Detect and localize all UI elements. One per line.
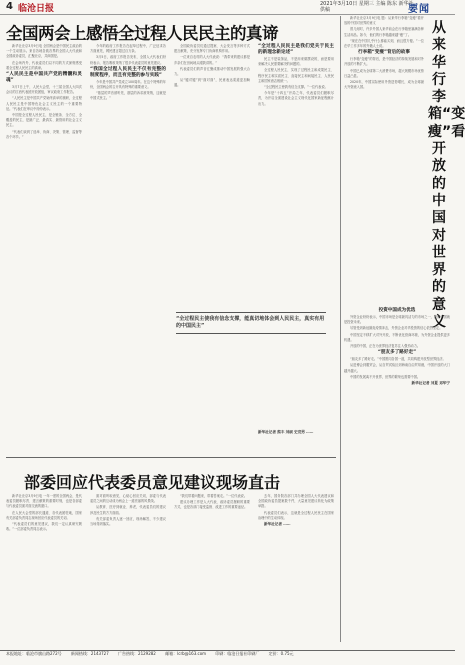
article2-column-4 (258, 494, 334, 642)
paragraph: 从进博会到服贸会，从自贸试验区到海南自由贸易港，中国开放的大门越开越大。 (344, 363, 450, 373)
footer-price: 定价：0.75元 (268, 651, 294, 656)
paragraph: 3月7日上午，人民大会堂，十三届全国人大四次会议的江西代表团开放团组，审议政府工作报告。 (6, 85, 82, 95)
paragraph: 新华社北京3月9日电 一年一度的全国两会，是代表委员履职尽责、建言献策的重要时刻，也是各部委与代表委员面对面交流的窗口。 (6, 494, 82, 509)
paragraph: 全国政协委员们通过提案、大会发言等多种方式建言献策，充分发挥专门协商机构作用。 (174, 44, 250, 54)
paragraph: 曾几何时，许多外国人来华前会在行李箱里塞满各种生活用品。如今，他们的行李箱越来越“瘦”了。 (344, 27, 424, 37)
article1-column-2 (90, 44, 166, 452)
sub-head: “我国全过程人民民主不仅有完整的制度程序，而且有完整的参与实践” (90, 66, 166, 78)
paragraph: 3月5日，政府工作报告发布，全国人大代表们纷纷表示，报告吸收采纳了很多代表委员的意见建议。 (90, 55, 166, 65)
section-divider (6, 457, 336, 458)
footer-printer: 印刷：临沧日报社印刷厂 (215, 651, 260, 656)
paragraph: 一位来自农村的人大代表说：“我带来的建议都是乡亲们在田间地头跟我讲的。” (174, 55, 250, 65)
sub-head: “朋友多了路好走” (377, 350, 417, 356)
paragraph: 新华社北京3月9日电 题：从来华行李箱“变瘦”看开放的中国对世界的意义 (344, 16, 424, 26)
paragraph: 中国坚定不移扩大对外开放，不断优化营商环境，为外资企业提供更多机遇。 (344, 332, 450, 342)
paragraph: 今年是“十四五”开局之年，代表委员们履职尽责，为开启全面建设社会主义现代化国家新征程献计出力。 (258, 91, 334, 106)
article1-headline: 全国两会上感悟全过程人民民主的真谛 (6, 24, 278, 43)
paragraph: “全过程民主使我有信念支撑。”一位代表说。 (264, 85, 328, 90)
paragraph: 去年，国务院各部门共办理全国人大代表建议和全国政协委员提案数千件，大量意见建议转化为政策举措。 (258, 494, 334, 509)
sub-head: “全过程人民民主是我们党关于民主的新理念新论述” (258, 44, 334, 55)
paragraph: 从“键对键”到“面对面”，民意表达渠道更加畅通。 (174, 78, 250, 88)
vertical-headline: 从来华行李箱“变瘦”看开放的中国对世界的意义 (428, 20, 465, 331)
paragraph: 从教育、医疗到就业、养老，代表委员们的建议涉及民生的方方面面。 (90, 505, 166, 515)
paragraph: 2020年，中国实际使用外资逆势增长，成为全球最大外资流入国。 (344, 80, 424, 90)
paragraph: 民主不是装饰品，不是用来做摆设的，而是要用来解决人民需要解决的问题的。 (258, 57, 334, 67)
paragraph: 外资企业纷纷表示，中国市场是全球最具活力的市场之一，投资中国就是投资未来。 (344, 315, 450, 325)
right-column-byline: 新华社记者 刘夏 邓华宁 (411, 381, 450, 386)
footer-email: 邮箱：lcrb@163.com (165, 651, 207, 656)
paragraph: “人民民主是中国共产党始终高举的旗帜，全过程人民民主是中国特色社会主义民主的一个重要特征。”代表们在审议中纷纷表示。 (6, 96, 82, 111)
article2-byline: 新华社记者 …… (264, 522, 291, 527)
paper-name: 临沧日报 (18, 4, 55, 14)
paragraph: 全过程人民民主，实现了过程民主和成果民主、程序民主和实质民主、直接民主和间接民主、人民民主和国家意志相统一。 (258, 68, 334, 83)
paragraph: “现在在中国几乎什么都能买到，而且很方便。”一位在华工作多年的外籍人士说。 (344, 38, 424, 49)
paragraph: 中国是全过程人民民主，是全链条、全方位、全覆盖的民主，是最广泛、最真实、最管用的社会主义民主。 (6, 113, 82, 128)
issue-info: 2021年3月10日 星期三 主编 陈东 新华社供稿 (320, 1, 414, 13)
article2-column-2 (90, 494, 166, 642)
paragraph: 中国的发展离不开世界，世界的繁荣也需要中国。 (350, 374, 421, 379)
sub-head: “人民民主是中国共产党的精髓和灵魂” (6, 72, 82, 84)
article1-column-3 (174, 44, 250, 452)
paragraph: “基层的声音被听见，基层的诉求被采纳，这就是中国式民主。” (90, 91, 166, 101)
paragraph: 有关部委负责人逐一回应，现场解答，不少建议当场得到落实。 (90, 516, 166, 527)
paragraph: “朋友多了路好走。”中国愿同各国一道，共同构建开放型世界经济。 (350, 357, 446, 362)
footer (0, 650, 455, 665)
paragraph: 中国已成为全球第二大消费市场，超大规模市场优势日益凸显。 (344, 68, 424, 78)
footer-news-phone: 新闻热线：2143727 (70, 651, 109, 656)
article1-body (6, 44, 336, 452)
paragraph: 代表委员们表示，这就是全过程人民民主在国家治理中的生动体现。 (258, 510, 334, 520)
paragraph: 在人民大会堂的部长通道、各代表团驻地，国家有关部委负责同志现场回应代表委员的关切。 (6, 510, 82, 520)
paragraph: 新华社北京3月9日电 全国两会是中国民主政治的一个生动展示。来自各地各族各界的全国人大代表和全国政协委员，汇聚北京，共商国是。 (6, 44, 82, 59)
right-column-article (344, 16, 465, 642)
paragraph: 面对面听取意见，心贴心回应关切，部委与代表委员之间的互动成为两会上一道亮丽的风景线。 (90, 494, 166, 504)
paragraph: 行李箱“变瘦”的背后，是中国经济的持续发展和对外开放的不断扩大。 (344, 57, 424, 67)
right-column-text-top (344, 16, 424, 304)
article1-column-4 (258, 44, 334, 452)
sub-head: 投资中国成为优选 (378, 308, 416, 313)
footer-address: 本报地址：临沧市旗山路272号 (6, 651, 62, 656)
masthead (0, 0, 455, 15)
section-title: 要闻 (408, 4, 430, 15)
article2-column-3 (174, 494, 250, 642)
article2-headline: 部委回应代表委员意见建议现场直击 (24, 473, 281, 492)
paragraph: “我们带着问题来，带着答案走。”一位代表说。 (180, 494, 248, 498)
paragraph: 尽管受到新冠肺炎疫情冲击，外资企业对华投资的信心依然坚定。 (350, 326, 443, 331)
paragraph: 建议办理工作是人大代表、政协委员履职的重要方式，也是各部门接受监督、改进工作的重要途径。 (174, 500, 250, 510)
paragraph: 今年是中国共产党成立100周年。在这个特殊的年份，全国两会的召开具有特殊的重要意义。 (90, 79, 166, 90)
paragraph: 今年的政府工作报告在起草过程中，广泛征求各方面意见，网民建言超过百万条。 (90, 44, 166, 54)
article2-column-1 (6, 494, 82, 642)
paragraph: 在会场内外，代表委员们以不同的方式深刻感受着全过程人民民主的真谛。 (6, 60, 82, 70)
footer-ad-phone: 广告热线：2129282 (118, 651, 156, 656)
page-number: 4 (6, 1, 13, 12)
pull-quote: “全过程民主使我有信念支撑，能真切地体会到人民民主，真实有用的中国民主” (176, 312, 326, 334)
article1-column-1 (6, 44, 82, 452)
article2-body (6, 494, 336, 642)
paragraph: “代表们谈到了选举、协商、决策、管理、监督等各个环节。” (6, 129, 82, 139)
right-column-text-bottom (344, 308, 450, 638)
paragraph: 开放的中国，正在为世界经济复苏注入强劲动力。 (350, 344, 421, 349)
sub-head: 行李箱“变瘦”背后的故事 (358, 50, 410, 56)
article1-byline: 新华社记者 熊丰 刘硕 史竞男 …… (258, 430, 314, 434)
paragraph: “代表委员们的意见建议，我们一定认真研究吸收。”一位部委负责同志表示。 (6, 522, 82, 532)
column-divider (340, 16, 341, 642)
paragraph: 代表委员们的声音汇聚成推动中国发展的强大合力。 (174, 66, 250, 77)
